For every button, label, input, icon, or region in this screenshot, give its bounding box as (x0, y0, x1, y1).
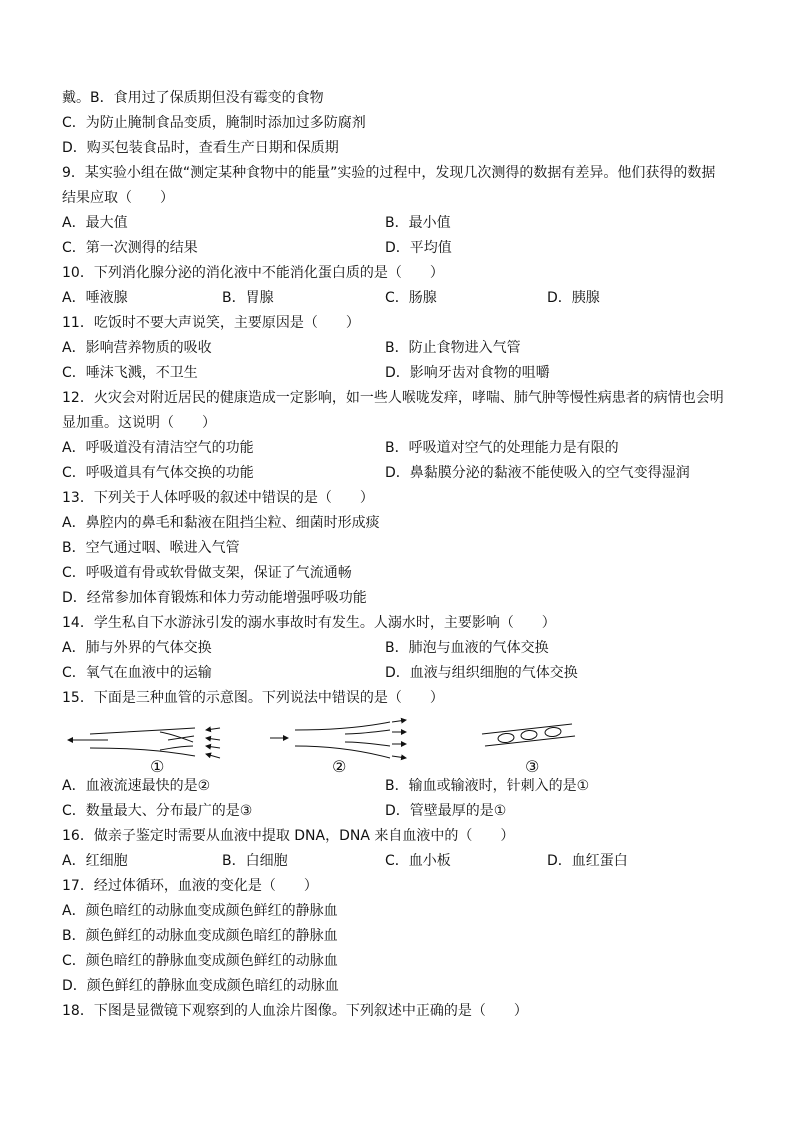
q17-option-a: A．颜色暗红的动脉血变成颜色鲜红的静脉血 (62, 903, 338, 919)
question-9-stem-line-1: 9．某实验小组在做“测定某种食物中的能量”实验的过程中，发现几次测得的数据有差异。他们获得的数据 (62, 165, 716, 181)
vessel-1-label: ① (150, 757, 165, 776)
q13-option-d: D．经常参加体育锻炼和体力劳动能增强呼吸功能 (62, 590, 367, 606)
q16-option-c: C．血小板 (385, 853, 451, 869)
q10-option-a: A．唾液腺 (62, 290, 128, 306)
q15-option-b: B．输血或输液时，针刺入的是① (385, 778, 590, 794)
q12-option-c: C．呼吸道具有气体交换的功能 (62, 465, 254, 481)
question-12-stem-line-2: 显加重。这说明（ ） (62, 415, 216, 431)
q11-option-b: B．防止食物进入气管 (385, 340, 521, 356)
q9-option-a: A．最大值 (62, 215, 128, 231)
question-14-stem: 14．学生私自下水游泳引发的溺水事故时有发生。人溺水时，主要影响（ ） (62, 615, 556, 631)
vessel-2-label: ② (332, 757, 347, 776)
question-12-stem-line-1: 12．火灾会对附近居民的健康造成一定影响，如一些人喉咙发痒，哮喘、肺气肿等慢性病患者的病情也会明 (62, 390, 724, 406)
q14-option-a: A．肺与外界的气体交换 (62, 640, 212, 656)
vessel-2-vein (270, 720, 406, 758)
q9-option-c: C．第一次测得的结果 (62, 240, 198, 256)
q14-option-c: C．氧气在血液中的运输 (62, 665, 212, 681)
q9-option-b: B．最小值 (385, 215, 451, 231)
text-line: C．为防止腌制食品变质，腌制时添加过多防腐剂 (62, 115, 366, 131)
q9-option-d: D．平均值 (385, 240, 452, 256)
q15-option-d: D．管壁最厚的是① (385, 803, 507, 819)
q13-option-c: C．呼吸道有骨或软骨做支架，保证了气流通畅 (62, 565, 352, 581)
q17-option-d: D．颜色鲜红的静脉血变成颜色暗红的动脉血 (62, 978, 339, 994)
q13-option-b: B．空气通过咽、喉进入气管 (62, 540, 240, 556)
blood-vessel-diagram (60, 716, 600, 778)
question-16-stem: 16．做亲子鉴定时需要从血液中提取 DNA，DNA 来自血液中的（ ） (62, 828, 515, 844)
q16-option-b: B．白细胞 (222, 853, 288, 869)
q14-option-d: D．血液与组织细胞的气体交换 (385, 665, 578, 681)
question-11-stem: 11．吃饭时不要大声说笑，主要原因是（ ） (62, 315, 360, 331)
q11-option-d: D．影响牙齿对食物的咀嚼 (385, 365, 550, 381)
question-9-stem-line-2: 结果应取（ ） (62, 190, 174, 206)
vessel-3-capillary (482, 724, 575, 746)
q10-option-c: C．肠腺 (385, 290, 437, 306)
q11-option-c: C．唾沫飞溅，不卫生 (62, 365, 198, 381)
question-18-stem: 18．下图是显微镜下观察到的人血涂片图像。下列叙述中正确的是（ ） (62, 1003, 528, 1019)
vessel-3-label: ③ (525, 757, 540, 776)
question-13-stem: 13．下列关于人体呼吸的叙述中错误的是（ ） (62, 490, 374, 506)
q12-option-d: D．鼻黏膜分泌的黏液不能使吸入的空气变得湿润 (385, 465, 690, 481)
q12-option-b: B．呼吸道对空气的处理能力是有限的 (385, 440, 619, 456)
question-10-stem: 10．下列消化腺分泌的消化液中不能消化蛋白质的是（ ） (62, 265, 444, 281)
question-17-stem: 17．经过体循环，血液的变化是（ ） (62, 878, 318, 894)
q13-option-a: A．鼻腔内的鼻毛和黏液在阻挡尘粒、细菌时形成痰 (62, 515, 380, 531)
q10-option-b: B．胃腺 (222, 290, 274, 306)
vessel-1-artery (68, 728, 220, 758)
q17-option-c: C．颜色暗红的静脉血变成颜色鲜红的动脉血 (62, 953, 338, 969)
q15-option-a: A．血液流速最快的是② (62, 778, 211, 794)
q17-option-b: B．颜色鲜红的动脉血变成颜色暗红的静脉血 (62, 928, 338, 944)
question-15-stem: 15．下面是三种血管的示意图。下列说法中错误的是（ ） (62, 690, 444, 706)
q11-option-a: A．影响营养物质的吸收 (62, 340, 212, 356)
text-line: D．购买包装食品时，查看生产日期和保质期 (62, 140, 339, 156)
q16-option-d: D．血红蛋白 (547, 853, 628, 869)
q15-option-c: C．数量最大、分布最广的是③ (62, 803, 253, 819)
q14-option-b: B．肺泡与血液的气体交换 (385, 640, 549, 656)
text-line: 戴。B．食用过了保质期但没有霉变的食物 (62, 90, 324, 106)
q12-option-a: A．呼吸道没有清洁空气的功能 (62, 440, 254, 456)
q10-option-d: D．胰腺 (547, 290, 600, 306)
q16-option-a: A．红细胞 (62, 853, 128, 869)
